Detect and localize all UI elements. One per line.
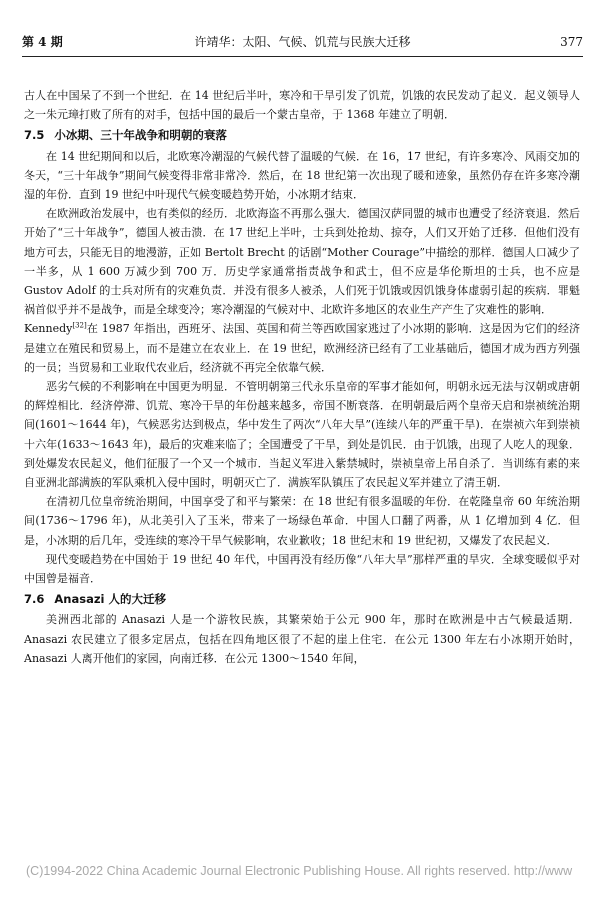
section-title: 小冰期、三十年战争和明朝的衰落 (54, 128, 227, 143)
author-name: Kennedy (24, 322, 73, 336)
running-title: 许靖华：太阳、气候、饥荒与民族大迁移 (194, 35, 411, 49)
section-title: Anasazi 人的大迁移 (54, 592, 166, 607)
header-rule (22, 56, 583, 57)
copyright-watermark: (C)1994-2022 China Academic Journal Electronic Publishing House. All rights reserved. http://www (26, 864, 573, 878)
paragraph: 在 14 世纪期间和以后，北欧寒冷潮湿的气候代替了温暖的气候．在 16，17 世纪，有许多寒冷、风雨交加的冬天，“三十年战争”期间气候变得非常非常冷．然后，在 18 世纪第一次出现了暖和迹象，虽然仍存在许多寒冷潮湿的年份．直到 19 世纪中叶现代气候变暖趋势开始，小冰期才结束． (24, 149, 580, 202)
paragraph-text: 在 1987 年指出，西班牙、法国、英国和荷兰等西欧国家逃过了小冰期的影响．这是因为它们的经济是建立在殖民和贸易上，而不是建立在农业上．在 19 世纪，欧洲经济已经有了工业基础后，德国才成为西方列强的一员；当贸易和工业取代农业后，经济就不再完全依靠气候． (24, 322, 580, 374)
paragraph: 恶劣气候的不利影响在中国更为明显．不管明朝第三代永乐皇帝的军事才能如何，明朝永远无法与汉朝或唐朝的辉煌相比．经济停滞、饥荒、寒冷干旱的年份越来越多，帝国不断衰落．在明朝最后两个皇帝天启和崇祯统治期间(1601～1644 年)，气候恶劣达到极点，华中发生了两次“八年大旱”(连续八年的严重干旱)．在崇祯六年到崇祯十六年(1633～1643 年)，最后的灾难来临了；全国遭受了干旱，到处是饥民．由于饥饿，出现了人吃人的现象．到处爆发农民起义，他们征服了一个又一个城市．当起义军进入紫禁城时，崇祯皇帝上吊自杀了．当训练有素的来自亚洲北部满族的军队乘机入侵中国时，明朝灭亡了．满族军队镇压了农民起义军并建立了清王朝． (24, 380, 580, 490)
paragraph-kennedy (24, 319, 580, 377)
issue-label: 第 4 期 (22, 35, 63, 49)
running-header (22, 33, 583, 51)
paragraph: 在清初几位皇帝统治期间，中国享受了和平与繁荣：在 18 世纪有很多温暖的年份．在乾隆皇帝 60 年统治期间(1736～1796 年)，从北美引入了玉米，带来了一场绿色革命．中国人口翻了两番，从 1 亿增加到 4 亿．但是，小冰期的后几年，受连续的寒冷干旱气候影响，农业歉收；18 世纪末和 19 世纪初，又爆发了农民起义． (24, 495, 580, 547)
section-number: 7.6 (24, 592, 45, 607)
section-heading-7-5 (24, 126, 580, 145)
paragraph: 在欧洲政治发展中，也有类似的经历．北欧海盗不再那么强大．德国汉萨同盟的城市也遭受了经济衰退．然后开始了“三十年战争”，德国人被击溃．在 17 世纪上半叶，士兵到处抢劫、掠夺，人们又开始了迁移．但他们没有地方可去，只能无目的地漫游，正如 Bertolt Brecht 的话剧“Mother Courage”中描绘的那样．德国人口减少了一半多，从 1 600 万减少到 700 万．历史学家通常指责战争和武士，但不应是华伦斯坦的士兵，也不应是 Gustov Adolf 的士兵对所有的灾难负责．并没有很多人被杀，人们死于饥饿或因饥饿身体虚弱引起的疾病．罪魁祸首似乎并不是战争，而是全球变冷；寒冷潮湿的气候对中、北欧许多地区的农业生产产生了灾难性的影响． (24, 207, 580, 317)
article-body (24, 86, 580, 668)
paragraph: 现代变暖趋势在中国始于 19 世纪 40 年代，中国再没有经历像“八年大旱”那样严重的旱灾．全球变暖似乎对中国曾是福音． (24, 552, 580, 586)
section-heading-7-6 (24, 590, 580, 609)
page-number: 377 (560, 35, 583, 49)
paragraph: 美洲西北部的 Anasazi 人是一个游牧民族，其繁荣始于公元 900 年，那时在欧洲是中古气候最适期．Anasazi 农民建立了很多定居点，包括在四角地区很了不起的崖上住宅．在公元 1300 年左右小冰期开始时，Anasazi 人离开他们的家园，向南迁移．在公元 1300～1540 年间， (24, 613, 580, 665)
section-number: 7.5 (24, 128, 45, 143)
citation-ref: [32] (72, 321, 87, 330)
paragraph-continued: 古人在中国呆了不到一个世纪．在 14 世纪后半叶，寒冷和干旱引发了饥荒，饥饿的农民发动了起义．起义领导人之一朱元璋打败了所有的对手，包括中国的最后一个蒙古皇帝，于 1368 年建立了明朝． (24, 89, 580, 122)
